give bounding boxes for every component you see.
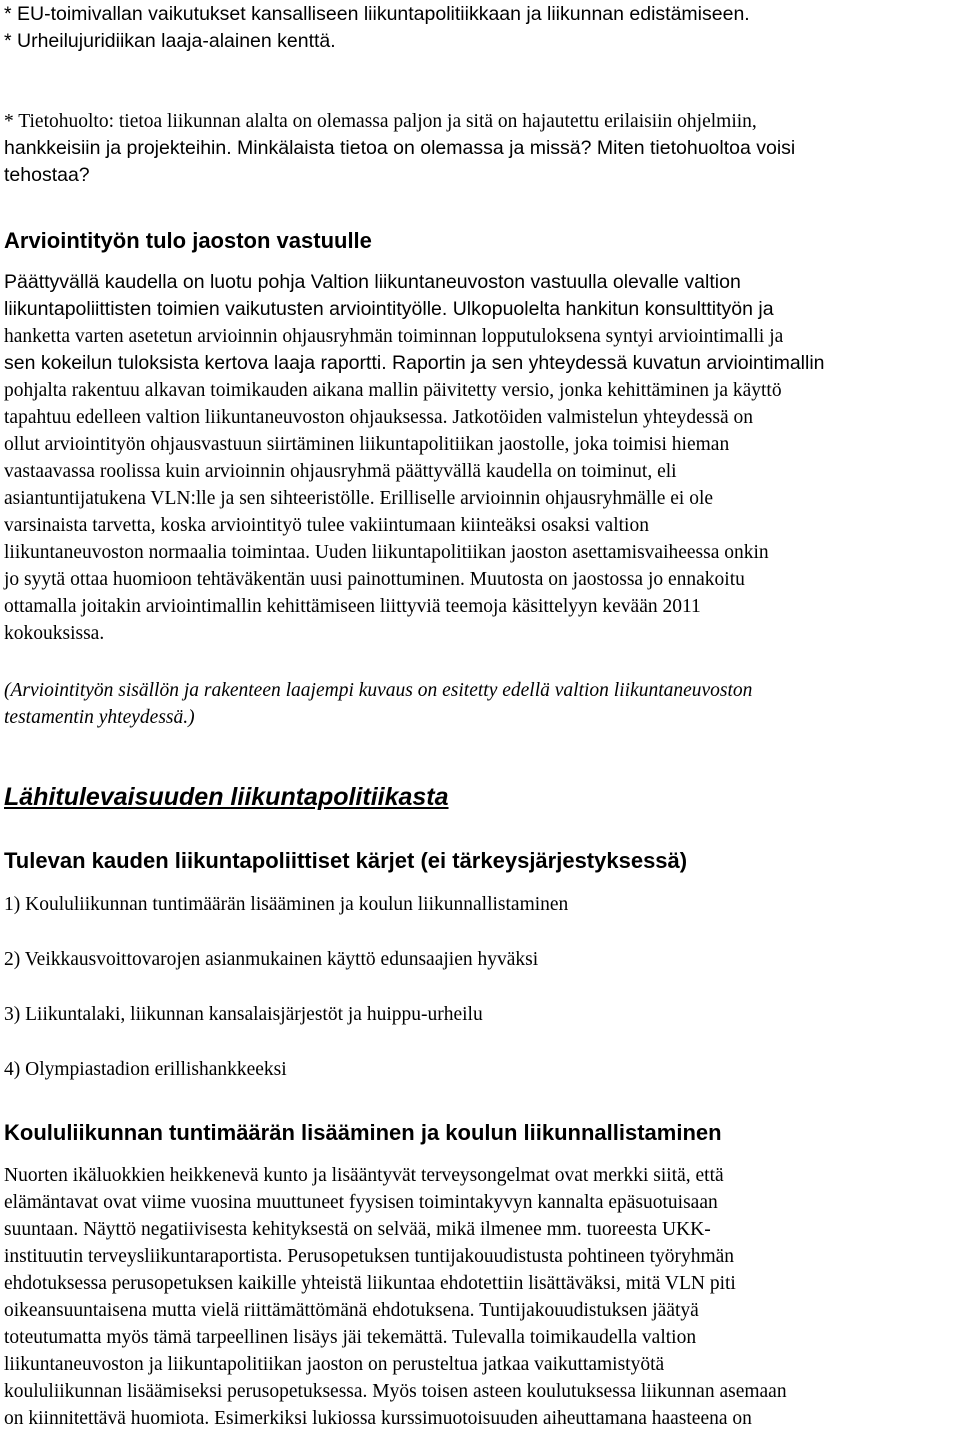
- intro-bullets: [4, 1, 956, 55]
- note-line: (Arviointityön sisällön ja rakenteen laajempi kuvaus on esitetty edellä valtion liikuntaneuvoston: [4, 680, 753, 701]
- paragraph-line: ehdotuksessa perusopetuksen kaikille yhteistä liikuntaa ehdotettiin lisättäväksi, mitä VLN piti: [4, 1273, 736, 1294]
- paragraph-line: vastaavassa roolissa kuin arvioinnin ohjausryhmä päättyvällä kaudella on toiminut, eli: [4, 461, 677, 482]
- note-line: testamentin yhteydessä.): [4, 707, 195, 728]
- paragraph-line: hanketta varten asetetun arvioinnin ohjausryhmän toiminnan lopputuloksena syntyi arviointimalli ja: [4, 326, 784, 347]
- section-heading-koululiikunta: Koululiikunnan tuntimäärän lisääminen ja koulun liikunnallistaminen: [4, 1120, 722, 1145]
- intro-line: * Tietohuolto: tietoa liikunnan alalta on olemassa paljon ja sitä on hajautettu erilaisiin ohjelmiin,: [4, 111, 757, 132]
- paragraph-line: Päättyvällä kaudella on luotu pohja Valtion liikuntaneuvoston vastuulla olevalle valtion: [4, 271, 741, 293]
- paragraph-line: oikeansuuntaisena mutta vielä riittämättömänä ehdotuksena. Tuntijakouudistuksen jäätyä: [4, 1300, 699, 1321]
- intro-line: * EU-toimivallan vaikutukset kansalliseen liikuntapolitiikkaan ja liikunnan edistämiseen.: [4, 3, 750, 25]
- intro-line: * Urheilujuridiikan laaja-alainen kenttä.: [4, 30, 336, 52]
- paragraph-line: liikuntaneuvoston normaalia toimintaa. Uuden liikuntapolitiikan jaoston asettamisvaiheessa onkin: [4, 542, 769, 563]
- list-item: 2) Veikkausvoittovarojen asianmukainen käyttö edunsaajien hyväksi: [4, 949, 539, 970]
- paragraph-line: instituutin terveysliikuntaraportista. Perusopetuksen tuntijakouudistusta pohtineen työryhmän: [4, 1246, 735, 1267]
- paragraph-line: on kiinnitettävä huomiota. Esimerkiksi lukiossa kurssimuotoisuuden aiheuttamana haasteena on: [4, 1408, 752, 1429]
- list-item: 1) Koululiikunnan tuntimäärän lisääminen ja koulun liikunnallistaminen: [4, 894, 569, 915]
- paragraph-line: koululiikunnan lisäämiseksi perusopetuksessa. Myös toisen asteen koulutuksessa liikunnan asemaan: [4, 1381, 787, 1402]
- list-item: 3) Liikuntalaki, liikunnan kansalaisjärjestöt ja huippu-urheilu: [4, 1004, 483, 1025]
- paragraph-line: varsinaista tarvetta, koska arviointityö tulee vakiintumaan kiinteäksi osaksi valtion: [4, 515, 649, 536]
- paragraph-line: jo syytä ottaa huomioon tehtäväkentän uusi painottuminen. Muutosta on jaostossa jo ennakoitu: [4, 569, 745, 590]
- paragraph-line: asiantuntijatukena VLN:lle ja sen sihteeristölle. Erilliselle arvioinnin ohjausryhmälle ei ole: [4, 488, 714, 509]
- paragraph-line: Nuorten ikäluokkien heikkenevä kunto ja lisääntyvät terveysongelmat ovat merkki siitä, että: [4, 1165, 724, 1186]
- subheading-karjet: Tulevan kauden liikuntapoliittiset kärjet (ei tärkeysjärjestyksessä): [4, 848, 688, 873]
- intro-line: tehostaa?: [4, 164, 90, 186]
- section-heading-arviointityo: Arviointityön tulo jaoston vastuulle: [4, 228, 372, 253]
- intro-paragraph: [4, 108, 956, 189]
- section3-paragraph: [4, 1162, 956, 1432]
- paragraph-line: kokouksissa.: [4, 623, 105, 644]
- section-heading-lahitulevaisuus: Lähitulevaisuuden liikuntapolitiikasta: [4, 783, 449, 811]
- paragraph-line: liikuntapoliittisten toimien vaikutusten arviointityölle. Ulkopuolelta hankitun konsulttityön ja: [4, 298, 774, 320]
- paragraph-line: tapahtuu edelleen valtion liikuntaneuvoston ohjauksessa. Jatkotöiden valmistelun yhteydessä on: [4, 407, 753, 428]
- section1-paragraph: [4, 269, 956, 647]
- paragraph-line: liikuntaneuvoston ja liikuntapolitiikan jaoston on perusteltua jatkaa vaikuttamistyötä: [4, 1354, 665, 1375]
- list-item: 4) Olympiastadion erillishankkeeksi: [4, 1059, 287, 1080]
- paragraph-line: pohjalta rakentuu alkavan toimikauden aikana mallin päivitetty versio, jonka kehittäminen ja käyttö: [4, 380, 782, 401]
- paragraph-line: ollut arviointityön ohjausvastuun siirtäminen liikuntapolitiikan jaostolle, joka toimisi hieman: [4, 434, 730, 455]
- section1-note: [4, 677, 956, 731]
- intro-line: hankkeisiin ja projekteihin. Minkälaista tietoa on olemassa ja missä? Miten tietohuoltoa voisi: [4, 137, 796, 159]
- paragraph-line: toteutumatta myös tämä tarpeellinen lisäys jäi tekemättä. Tulevalla toimikaudella valtion: [4, 1327, 697, 1348]
- paragraph-line: elämäntavat ovat viime vuosina muuttuneet fyysisen toimintakyvyn kannalta epäsuotuisaan: [4, 1192, 718, 1213]
- paragraph-line: sen kokeilun tuloksista kertova laaja raportti. Raportin ja sen yhteydessä kuvatun arviointimallin: [4, 352, 825, 374]
- paragraph-line: suuntaan. Näyttö negatiivisesta kehityksestä on selvää, mikä ilmenee mm. tuoreesta UKK-: [4, 1219, 711, 1240]
- paragraph-line: ottamalla joitakin arviointimallin kehittämiseen liittyviä teemoja käsittelyyn kevään 2011: [4, 596, 701, 617]
